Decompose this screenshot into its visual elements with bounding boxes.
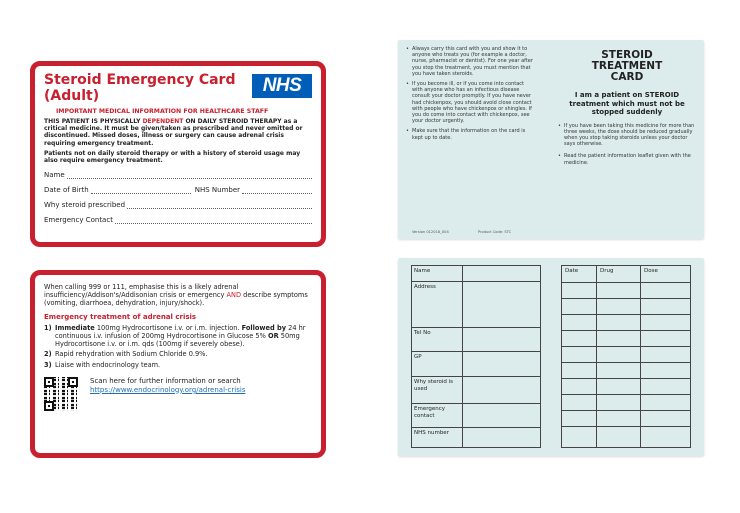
dob-label: Date of Birth: [44, 186, 89, 195]
step-number: 2): [44, 350, 52, 359]
scan-text: [90, 377, 245, 395]
advice-bullet: [406, 46, 536, 77]
table-row-line[interactable]: [562, 362, 690, 363]
important-heading: IMPORTANT MEDICAL INFORMATION FOR HEALTHCARE STAFF: [56, 108, 269, 115]
table-row-line[interactable]: [562, 330, 690, 331]
emergency-intro: [44, 283, 312, 308]
row-label: Name: [414, 268, 431, 274]
row-label: Emergency contact: [414, 406, 446, 419]
card-title: [44, 72, 244, 104]
leaflet-advice-bullet: [558, 153, 696, 165]
advice-text: If you become ill, or if you come into contact with anyone who has an infectious disease consult your doctor promptly. If you have never had chickenpox, you should avoid close contact with people who have chickenpox or shingles. If you do come into contact with chickenpox, see your doctor urgently.: [412, 81, 532, 125]
column-divider: [462, 266, 463, 281]
row-label: GP: [414, 354, 422, 360]
intro-and-word: AND: [226, 291, 242, 300]
name-field[interactable]: [44, 171, 312, 179]
why-prescribed-line[interactable]: [127, 202, 312, 209]
product-code-label: Product Code: STC: [478, 230, 512, 234]
step-bold: OR: [267, 332, 279, 341]
bullet-icon: •: [558, 122, 561, 129]
treatment-card-main: [558, 50, 696, 166]
emergency-contact-line[interactable]: [115, 217, 312, 224]
table-row-line[interactable]: [562, 298, 690, 299]
name-line[interactable]: [67, 172, 312, 179]
dob-nhs-field[interactable]: [44, 186, 312, 194]
table-row-line[interactable]: [562, 394, 690, 395]
treatment-subtitle: Emergency treatment of adrenal crisis: [44, 312, 197, 321]
advice-text: Always carry this card with you and show it to anyone who treats you (for example a doctor, nurse, pharmacist or dentist). For one year after you stop the treatment, you must mention that you have taken steroids.: [412, 46, 533, 77]
why-prescribed-label: Why steroid prescribed: [44, 201, 126, 210]
dose-header: Dose: [644, 268, 658, 274]
column-divider: [462, 328, 463, 351]
column-divider: [462, 282, 463, 327]
step-body: 100mg Hydrocortisone i.v. or i.m. injection.: [94, 323, 242, 332]
treatment-step: [44, 324, 312, 349]
treatment-steps: [44, 324, 312, 369]
scan-instruction: Scan here for further information or search: [90, 376, 241, 385]
column-divider: [462, 377, 463, 403]
advice-column: [406, 46, 536, 145]
table-row-line[interactable]: [562, 282, 690, 283]
dose-record-table: [561, 265, 691, 448]
treatment-step: [44, 361, 312, 369]
treatment-card-title: [558, 50, 696, 83]
bullet-icon: •: [406, 128, 409, 135]
intro-text-start: When calling 999 or 111, emphasise this is a likely adrenal insufficiency/Addison's/Addisonian crisis or emergency: [44, 283, 239, 300]
adrenal-crisis-link[interactable]: https://www.endocrinology.org/adrenal-crisis: [90, 385, 246, 394]
step-body: 50mg Hydrocortisone i.v. or i.m. qds (100mg if severely obese).: [55, 332, 300, 349]
qr-code-icon[interactable]: [44, 377, 78, 411]
column-divider: [462, 404, 463, 427]
patient-details-table: [411, 265, 541, 448]
warning-dependent-word: DEPENDENT: [142, 118, 184, 125]
column-divider: [462, 352, 463, 376]
steroid-treatment-card-front: [398, 40, 704, 239]
step-body: 24 hr continuous i.v. infusion of 200mg Hydrocortisone in Glucose 5%: [55, 323, 306, 341]
date-header: Date: [565, 268, 579, 274]
treatment-step: [44, 350, 312, 358]
patient-statement: I am a patient on STEROID treatment which must not be stopped suddenly: [569, 91, 685, 116]
steroid-emergency-card-front: [30, 61, 326, 247]
table-row[interactable]: [412, 266, 540, 282]
why-prescribed-field[interactable]: [44, 201, 312, 209]
table-row-line[interactable]: [562, 410, 690, 411]
title-line: STEROID: [601, 49, 653, 61]
intro-text-end: describe symptoms (vomiting, diarrhoea, dehydration, injury/shock).: [44, 291, 308, 308]
drug-header: Drug: [600, 268, 614, 274]
advice-text: Read the patient information leaflet given with the medicine.: [564, 153, 691, 166]
qr-corner-icon: [44, 401, 54, 411]
steroid-emergency-card-back: [30, 270, 326, 458]
nhs-number-line[interactable]: [242, 187, 312, 194]
nhs-number-label: NHS Number: [194, 186, 241, 195]
row-label: NHS number: [414, 430, 449, 436]
table-row-line[interactable]: [562, 346, 690, 347]
name-label: Name: [44, 171, 65, 180]
version-label: Version 012018_004: [412, 230, 449, 234]
warning-text-start: THIS PATIENT IS PHYSICALLY: [44, 118, 143, 125]
step-text: Liaise with endocrinology team.: [55, 360, 161, 369]
emergency-contact-label: Emergency Contact: [44, 216, 113, 225]
card-title-line2: (Adult): [44, 88, 100, 104]
scan-section: [44, 377, 312, 411]
qr-corner-icon: [44, 377, 54, 387]
advice-text: Make sure that the information on the card is kept up to date.: [412, 128, 526, 141]
step-number: 1): [44, 323, 52, 332]
table-row[interactable]: [412, 282, 540, 328]
table-row-line[interactable]: [562, 378, 690, 379]
row-label: Address: [414, 284, 436, 290]
table-row[interactable]: [412, 428, 540, 447]
nhs-logo: NHS: [252, 74, 312, 98]
dose-advice-bullet: [558, 123, 696, 148]
table-row-line[interactable]: [562, 426, 690, 427]
table-row[interactable]: [412, 377, 540, 404]
bullet-icon: •: [406, 81, 409, 88]
column-divider: [640, 266, 641, 447]
step-bold: Followed by: [241, 323, 287, 332]
bullet-icon: •: [406, 46, 409, 52]
dependency-warning: [44, 118, 312, 147]
row-label: Tel No: [414, 330, 431, 336]
table-row-line[interactable]: [562, 314, 690, 315]
advice-bullet: [406, 128, 536, 140]
qr-corner-icon: [68, 377, 78, 387]
emergency-contact-field[interactable]: [44, 216, 312, 224]
bullet-icon: •: [558, 153, 561, 160]
warning-text-end: ON DAILY STEROID THERAPY as a critical medicine. It must be given/taken as prescribed and never omitted or discontinued. Missed doses, illness or surgery can cause adrenal crisis requiring emergency treatment.: [44, 118, 303, 147]
table-row[interactable]: [412, 352, 540, 377]
title-line: TREATMENT: [591, 60, 663, 72]
title-line: CARD: [610, 71, 644, 83]
table-row[interactable]: [412, 328, 540, 352]
step-bold: Immediate: [55, 323, 95, 332]
advice-text: If you have been taking this medicine for more than three weeks, the dose should be reduced gradually when you stop taking steroids unless your doctor says otherwise.: [564, 122, 695, 148]
column-divider: [462, 428, 463, 447]
steroid-treatment-card-back: [398, 258, 704, 456]
dob-line[interactable]: [91, 187, 191, 194]
step-text: [55, 324, 312, 349]
row-label: Why steroid is used: [414, 379, 453, 392]
step-number: 3): [44, 360, 52, 369]
column-divider: [596, 266, 597, 447]
usage-note: Patients not on daily steroid therapy or with a history of steroid usage may also require emergency treatment.: [44, 149, 301, 165]
table-row[interactable]: [412, 404, 540, 428]
step-text: Rapid rehydration with Sodium Chloride 0.9%.: [55, 350, 208, 359]
advice-bullet: [406, 81, 536, 124]
card-title-line1: Steroid Emergency Card: [44, 72, 236, 88]
